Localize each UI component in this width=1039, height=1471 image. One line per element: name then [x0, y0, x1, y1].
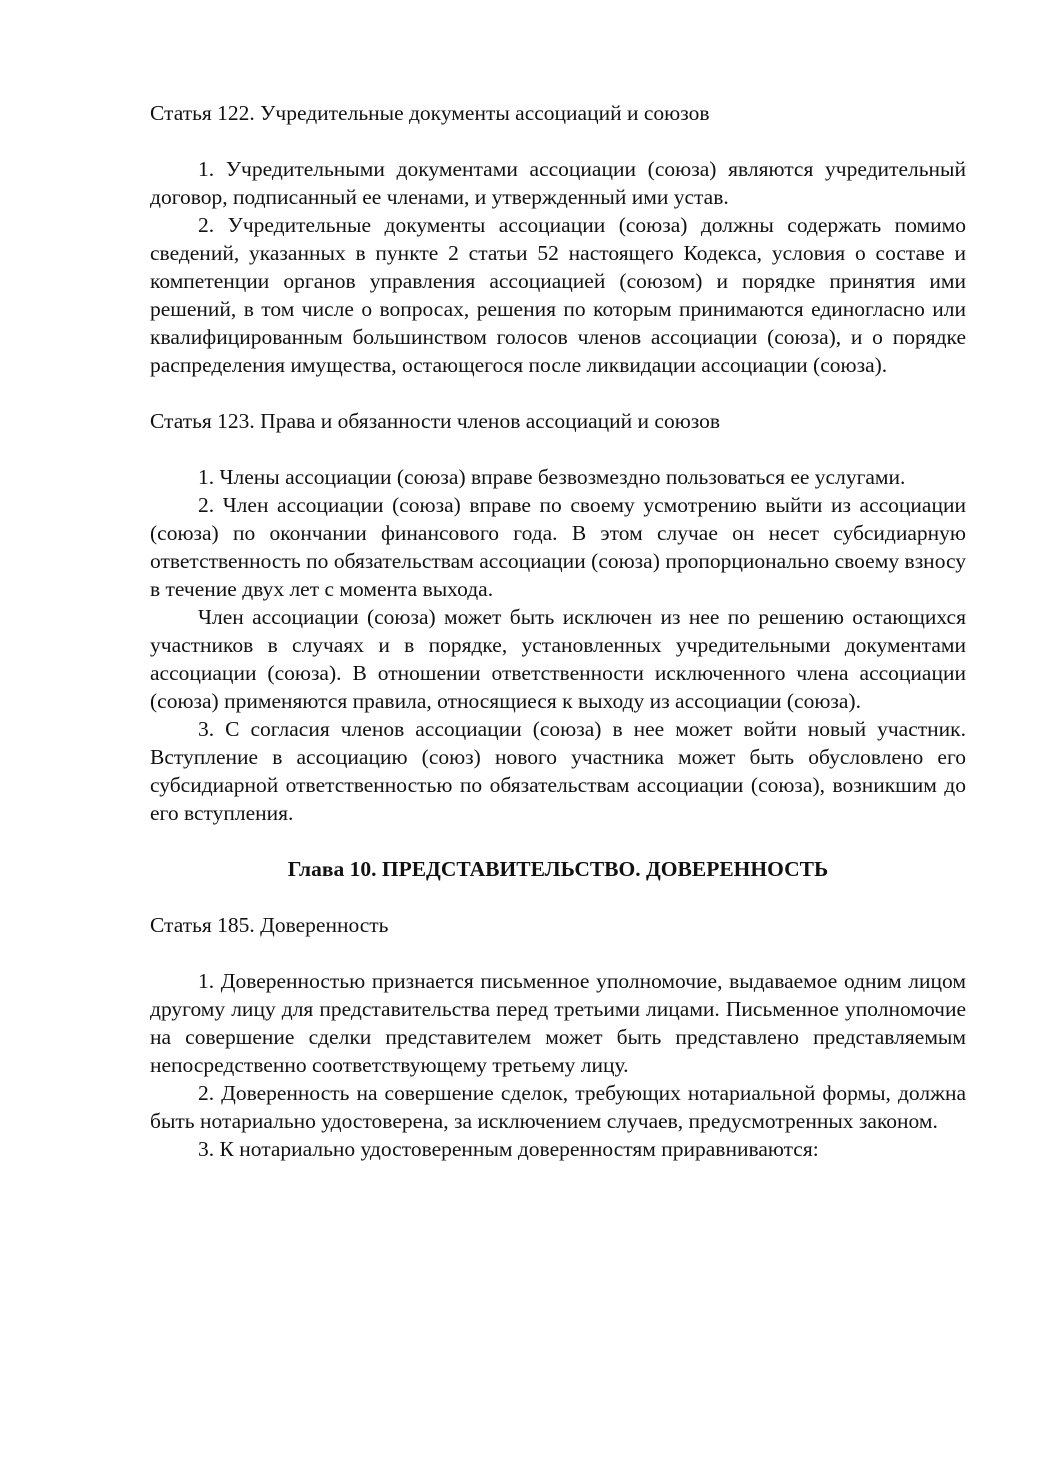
article-185-paragraph-3: 3. К нотариально удостоверенным доверенностям приравниваются: [198, 1137, 819, 1161]
article-185-heading: Статья 185. Доверенность [150, 913, 389, 937]
chapter-title: Глава 10. ПРЕДСТАВИТЕЛЬСТВО. ДОВЕРЕННОСТЬ [287, 857, 829, 881]
article-123 [150, 407, 966, 827]
article-122 [150, 99, 966, 379]
article-122-heading: Статья 122. Учредительные документы ассоциаций и союзов [150, 101, 710, 125]
article-123-paragraph-1: 1. Члены ассоциации (союза) вправе безвозмездно пользоваться ее услугами. [198, 465, 906, 489]
article-185-paragraph-1: 1. Доверенностью признается письменное уполномочие, выдаваемое одним лицом другому лицу для представительства перед третьими лицами. Письменное уполномочие на совершение сделки представителем может быть представлено представляемым непосредственно соответствующему третьему лицу. [150, 969, 966, 1077]
article-123-heading: Статья 123. Права и обязанности членов ассоциаций и союзов [150, 409, 721, 433]
article-123-paragraph-2: 2. Член ассоциации (союза) вправе по своему усмотрению выйти из ассоциации (союза) по окончании финансового года. В этом случае он несет субсидиарную ответственность по обязательствам ассоциации (союза) пропорционально своему взносу в течение двух лет с момента выхода. [150, 493, 966, 601]
article-185-paragraph-2: 2. Доверенность на совершение сделок, требующих нотариальной формы, должна быть нотариально удостоверена, за исключением случаев, предусмотренных законом. [150, 1081, 966, 1133]
section-gap [150, 379, 966, 407]
article-185 [150, 911, 966, 1163]
article-122-paragraph-1: 1. Учредительными документами ассоциации (союза) являются учредительный договор, подписанный ее членами, и утвержденный ими устав. [150, 157, 966, 209]
article-123-paragraph-3: Член ассоциации (союза) может быть исключен из нее по решению остающихся участников в случаях и в порядке, установленных учредительными документами ассоциации (союза). В отношении ответственности исключенного члена ассоциации (союза) применяются правила, относящиеся к выходу из ассоциации (союза). [150, 605, 966, 713]
article-122-paragraph-2: 2. Учредительные документы ассоциации (союза) должны содержать помимо сведений, указанных в пункте 2 статьи 52 настоящего Кодекса, условия о составе и компетенции органов управления ассоциацией (союзом) и порядке принятия ими решений, в том числе о вопросах, решения по которым принимаются единогласно или квалифицированным большинством голосов членов ассоциации (союза), и о порядке распределения имущества, остающегося после ликвидации ассоциации (союза). [150, 213, 966, 377]
document-page [150, 99, 966, 1163]
section-gap [150, 827, 966, 855]
article-123-paragraph-4: 3. С согласия членов ассоциации (союза) в нее может войти новый участник. Вступление в ассоциацию (союз) нового участника может быть обусловлено его субсидиарной ответственностью по обязательствам ассоциации (союза), возникшим до его вступления. [150, 717, 966, 825]
